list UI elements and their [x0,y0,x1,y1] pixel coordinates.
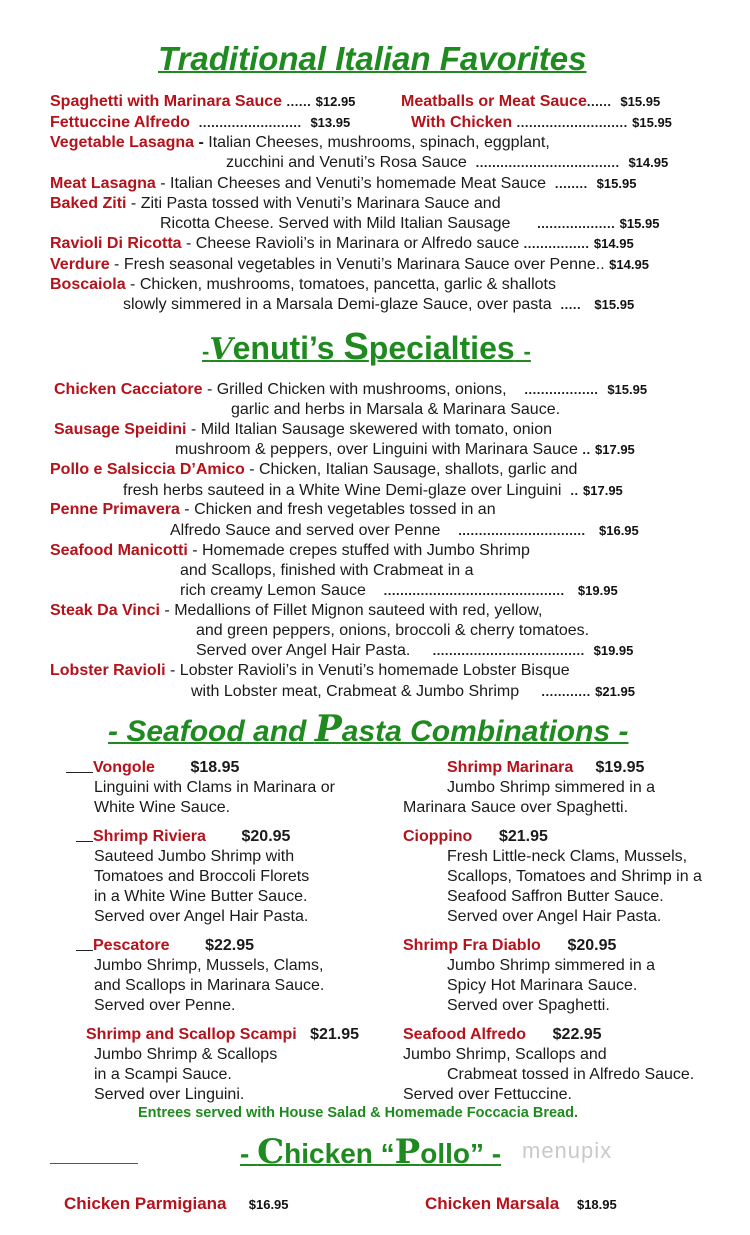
item-name: Pollo e Salsiccia D’Amico [50,461,245,478]
heading-text: - [240,1138,258,1169]
item-name: Ravioli Di Ricotta [50,235,182,252]
combo-desc-line: Tomatoes and Broccoli Florets [94,868,310,885]
item-name: Chicken Parmigiana [64,1194,227,1213]
item-price: $19.95 [595,759,645,776]
item-name: Shrimp Riviera [93,828,206,845]
divider-line [50,1163,138,1164]
item-price: $17.95 [583,483,623,498]
combo-desc-line: Jumbo Shrimp & Scallops [94,1046,278,1063]
item-name: Shrimp and Scallop Scampi [86,1026,297,1043]
item-desc: - Lobster Ravioli’s in Venuti’s homemade Lobster Bisque [165,662,570,679]
item-price: $15.95 [607,382,648,397]
item-price: $22.95 [205,937,254,954]
menu-item-veg-lasagna-cont [226,153,668,173]
heading-traditional: Traditional Italian Favorites [158,40,587,77]
item-price: $16.95 [248,1197,289,1212]
combo-desc-line: Served over Angel Hair Pasta. [94,908,309,925]
item-price: $15.95 [594,297,635,312]
item-desc: - Mild Italian Sausage skewered with tomato, onion [186,421,553,438]
menu-item-manicotti-cont: and Scallops, finished with Crabmeat in a [180,562,474,579]
item-price: $14.95 [593,236,634,251]
combo-desc-line: Sauteed Jumbo Shrimp with [94,848,295,865]
item-price: $16.95 [599,523,639,538]
heading-dash: - [202,339,210,364]
item-price: $20.95 [241,828,291,845]
heading-initial: P [394,1132,421,1172]
combo-desc-line: White Wine Sauce. [94,799,231,816]
item-price: $22.95 [552,1026,602,1043]
item-desc: - Cheese Ravioli’s in Marinara or Alfredo sauce [181,235,520,252]
watermark-logo: menupix [522,1138,613,1163]
menu-item-pollo-salsiccia-cont [123,481,623,501]
item-desc: - Ziti Pasta tossed with Venuti’s Marinara Sauce and [126,195,501,212]
item-name: Penne Primavera [50,501,180,518]
combo-shrimp-riviera [76,827,290,847]
item-name: Vegetable Lasagna [50,134,195,151]
leader-dots: ............ [541,684,591,699]
item-price: $17.95 [595,442,635,457]
item-price: $21.95 [310,1026,359,1043]
heading-dash: - [523,339,531,364]
heading-initial: P [314,708,342,750]
heading-text: hicken “ [284,1138,395,1169]
leader-dots: ............................... [458,523,586,538]
combo-desc-line: Fresh Little-neck Clams, Mussels, [447,848,688,865]
menu-item-lobster-ravioli [50,661,570,681]
leader-dots: .................. [524,382,599,397]
item-price: $18.95 [190,759,240,776]
heading-initial: S [343,326,369,368]
menu-item-fettuccine [50,113,350,133]
item-desc: - Italian Cheeses and Venuti’s homemade Meat Sauce [155,175,546,192]
combo-desc-line: Served over Penne. [94,997,236,1014]
menu-item-baked-ziti-cont [160,214,659,234]
separator: - [194,134,209,151]
item-name: Chicken Marsala [425,1194,560,1213]
item-desc: mushroom & peppers, over Linguini with Marinara Sauce [175,441,578,458]
heading-text: - Seafood and [108,715,315,748]
item-desc: - Homemade crepes stuffed with Jumbo Shrimp [187,542,530,559]
item-name: Verdure [50,256,110,273]
item-name: Steak Da Vinci [50,602,160,619]
item-desc: - Grilled Chicken with mushrooms, onions, [202,381,507,398]
item-name: Boscaiola [50,276,126,293]
item-desc: zucchini and Venuti’s Rosa Sauce [226,154,467,171]
item-name: Seafood Manicotti [50,542,188,559]
item-name: Sausage Speidini [54,421,187,438]
item-name: Seafood Alfredo [403,1026,526,1043]
leader-dots: ..... [560,297,582,312]
item-desc: slowly simmered in a Marsala Demi-glaze Sauce, over pasta [123,296,552,313]
item-price: $13.95 [310,115,351,130]
menu-item-cacciatore-cont: garlic and herbs in Marsala & Marinara Sauce. [231,401,561,418]
menu-item-meatballs [401,92,660,112]
combo-scampi [86,1025,359,1045]
menu-item-davinci-cont: and green peppers, onions, broccoli & cherry tomatoes. [196,622,590,639]
combo-seafood-alfredo [403,1025,602,1045]
item-desc: rich creamy Lemon Sauce [180,582,366,599]
item-price: $20.95 [567,937,617,954]
heading-initial: V [209,332,233,367]
combo-shrimp-marinara [447,758,644,778]
item-desc: - Chicken, mushrooms, tomatoes, pancetta, garlic & shallots [125,276,556,293]
item-desc: Alfredo Sauce and served over Penne [170,522,441,539]
item-desc: - Chicken and fresh vegetables tossed in an [179,501,496,518]
menu-item-chicken-marsala [425,1194,617,1215]
combo-desc-line: Served over Spaghetti. [447,997,610,1014]
item-desc: fresh herbs sauteed in a White Wine Demi-glaze over Linguini [123,482,562,499]
combo-desc-line: in a Scampi Sauce. [94,1066,232,1083]
menu-item-boscaiola [50,275,556,295]
combo-vongole [66,758,239,778]
leader-dots: ........ [554,176,588,191]
leader-dots: ........................... [516,115,628,130]
item-name: Cioppino [403,828,473,845]
combo-desc-line: Spicy Hot Marinara Sauce. [447,977,638,994]
item-name: Spaghetti with Marinara Sauce [50,93,283,110]
item-name: Shrimp Marinara [447,759,574,776]
menu-item-chicken-parmigiana [64,1194,289,1215]
combo-desc-line: in a White Wine Butter Sauce. [94,888,308,905]
heading-specialties [202,326,531,369]
heading-chicken-pollo [240,1132,501,1172]
combo-desc-line: Jumbo Shrimp, Mussels, Clams, [94,957,324,974]
menu-item-spaghetti [50,92,355,112]
combo-desc-line: Served over Angel Hair Pasta. [447,908,662,925]
item-name: Meat Lasagna [50,175,156,192]
combo-desc-line: Jumbo Shrimp simmered in a [447,779,656,796]
item-price: $18.95 [576,1197,617,1212]
item-desc: - Fresh seasonal vegetables in Venuti’s Marinara Sauce over Penne.. [109,256,605,273]
combo-desc-line: Seafood Saffron Butter Sauce. [447,888,664,905]
item-price: $15.95 [620,94,661,109]
menu-item-with-chicken [411,113,672,133]
menu-item-davinci-cont2 [196,641,633,661]
menu-item-cacciatore [54,380,647,400]
leader-dots: ................................... [475,155,620,170]
item-price: $15.95 [632,115,672,130]
menu-item-manicotti [50,541,530,561]
leader-dots: ...... [586,94,612,109]
item-desc: with Lobster meat, Crabmeat & Jumbo Shrimp [191,683,520,700]
item-name: Lobster Ravioli [50,662,166,679]
menu-item-boscaiola-cont [123,295,634,315]
combo-desc-line: Scallops, Tomatoes and Shrimp in a [447,868,702,885]
menu-item-baked-ziti [50,194,501,214]
item-price: $19.95 [593,643,634,658]
heading-seafood-pasta [108,708,628,750]
leader-dots: ...... [286,94,312,109]
combo-desc-line: Marinara Sauce over Spaghetti. [403,799,629,816]
heading-text: asta Combinations - [341,715,629,748]
leader-dots: ......................... [198,115,302,130]
item-name: Baked Ziti [50,195,127,212]
leader-dots: .. [570,483,579,498]
entree-note: Entrees served with House Salad & Homemade Foccacia Bread. [138,1105,578,1121]
heading-text: ollo” - [420,1138,502,1169]
item-price: $14.95 [628,155,669,170]
menu-item-veg-lasagna [50,133,550,153]
combo-desc-line: and Scallops in Marinara Sauce. [94,977,325,994]
combo-desc-line: Crabmeat tossed in Alfredo Sauce. [447,1066,695,1083]
item-name: Pescatore [93,937,170,954]
item-price: $21.95 [595,684,635,699]
leader-dots: ............................................ [383,583,565,598]
combo-desc-line: Served over Linguini. [94,1086,245,1103]
item-desc: - Chicken, Italian Sausage, shallots, garlic and [244,461,578,478]
menu-item-pollo-salsiccia [50,460,577,480]
menu-item-manicotti-cont2 [180,581,618,601]
item-name: With Chicken [411,114,513,131]
item-price: $12.95 [315,94,356,109]
heading-text: enuti’s [232,330,344,366]
menu-item-davinci [50,601,542,621]
menu-item-speidini-cont [175,440,635,460]
item-desc: Ricotta Cheese. Served with Mild Italian Sausage [160,215,511,232]
menu-item-verdure [50,255,649,275]
leader-dots: ................ [523,236,590,251]
menu-item-speidini [54,420,552,440]
combo-cioppino [403,827,548,847]
menu-item-ravioli [50,234,634,254]
combo-desc-line: Linguini with Clams in Marinara or [94,779,335,796]
combo-desc-line: Jumbo Shrimp, Scallops and [403,1046,607,1063]
menu-item-meat-lasagna [50,174,636,194]
item-price: $21.95 [498,828,548,845]
combo-desc-line: Served over Fettuccine. [403,1086,572,1103]
item-price: $15.95 [596,176,637,191]
menu-item-lobster-ravioli-cont [191,682,635,702]
item-price: $19.95 [577,583,618,598]
menu-item-primavera-cont [170,521,639,541]
combo-fra-diablo [403,936,616,956]
item-price: $14.95 [609,257,649,272]
leader-dots: ..................................... [432,643,585,658]
item-desc: Served over Angel Hair Pasta. [196,642,411,659]
item-name: Chicken Cacciatore [54,381,203,398]
item-name: Shrimp Fra Diablo [403,937,541,954]
item-desc: - Medallions of Fillet Mignon sauteed with red, yellow, [159,602,543,619]
item-name: Vongole [93,759,155,776]
menu-item-primavera [50,500,496,520]
item-price: $15.95 [619,216,660,231]
heading-text: pecialties [368,330,515,366]
item-name: Meatballs or Meat Sauce [401,93,587,110]
leader-dots: ................... [537,216,616,231]
combo-desc-line: Jumbo Shrimp simmered in a [447,957,656,974]
heading-initial: C [257,1132,285,1172]
combo-pescatore [76,936,254,956]
leader-dots: .. [582,442,591,457]
item-name: Fettuccine Alfredo [50,114,190,131]
item-desc: Italian Cheeses, mushrooms, spinach, eggplant, [208,134,550,151]
